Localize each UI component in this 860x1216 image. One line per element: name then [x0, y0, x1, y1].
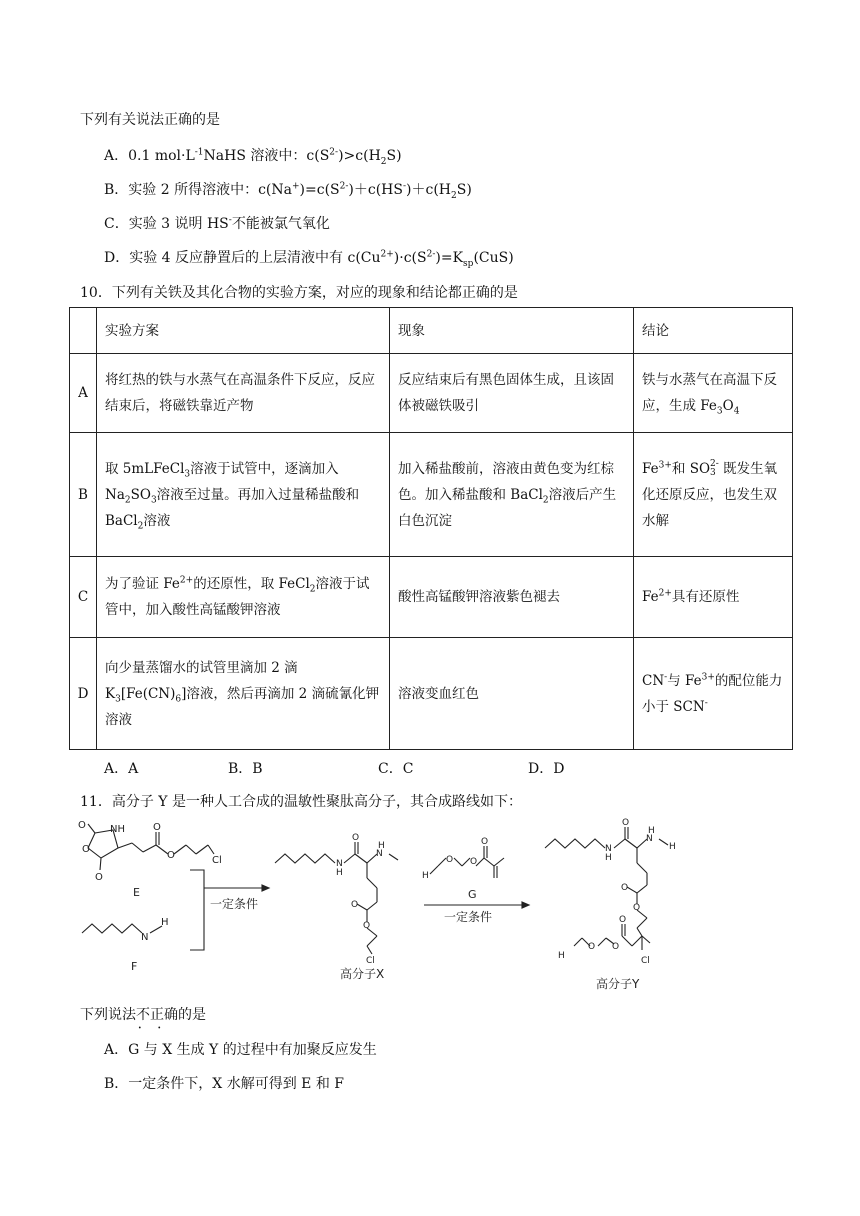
condition-2: 一定条件 — [444, 910, 493, 924]
row-phenomenon: 反应结束后有黑色固体生成，且该固体被磁铁吸引 — [390, 354, 634, 433]
q9-option-a: A．0.1 $mol\cdot L^{-1}NaHS$ 溶液中：$c(S^{2-})>c(H_2S)$ — [104, 147, 402, 167]
atom-label: O — [78, 820, 86, 831]
atom-label: Cl — [212, 855, 222, 866]
row-conclusion: $Fe^{2+}$具有还原性 — [634, 557, 793, 638]
atom-label: NH — [110, 824, 125, 835]
q10-table — [69, 307, 793, 750]
row-conclusion: $Fe^{3+}$和 SO 2- 3 既发生氧化还原反应，也发生双水解 — [634, 433, 793, 557]
q10-option-a: A．A — [104, 761, 139, 777]
label-g: G — [468, 888, 477, 901]
atom-label: H — [422, 871, 429, 881]
atom-label: H — [558, 951, 565, 961]
q9-option-d: D．实验 4 反应静置后的上层清液中有 $c(Cu^{2+})\cdot c(S^{2-})=K_{sp}(CuS)$ — [104, 249, 514, 269]
atom-label: H — [378, 841, 385, 851]
atom-label: N — [376, 849, 383, 859]
atom-label: O — [481, 837, 489, 847]
atom-label: O — [351, 900, 359, 910]
table-row — [70, 638, 793, 750]
atom-label: O — [82, 844, 90, 855]
atom-label: H — [161, 917, 169, 928]
molecule-e — [88, 824, 214, 870]
row-label: C — [70, 557, 97, 638]
atom-label: O — [633, 903, 641, 913]
q9-option-b: B．实验 2 所得溶液中：$c(Na^+)=c(S^{2-})+c(HS^-)+c(H_2S)$ — [104, 181, 472, 201]
bracket — [190, 870, 204, 950]
q9-option-c: C．实验 3 说明 HS-不能被氯气氧化 — [104, 215, 330, 232]
atom-label: Cl — [641, 956, 650, 966]
row-label: B — [70, 433, 97, 557]
table-row — [70, 354, 793, 433]
row-phenomenon: 酸性高锰酸钾溶液紫色褪去 — [390, 557, 634, 638]
atom-label: N — [646, 834, 653, 844]
synthesis-route-diagram — [0, 818, 860, 1008]
arrow-1-head — [262, 885, 269, 891]
atom-label: O — [95, 872, 103, 883]
table-row — [70, 557, 793, 638]
atom-label: O — [622, 818, 630, 828]
molecule-f — [82, 924, 162, 933]
row-plan: 将红热的铁与水蒸气在高温条件下反应，反应结束后，将磁铁靠近产物 — [97, 354, 390, 433]
atom-label: H — [669, 842, 676, 852]
label-polymer-y: 高分子Y — [596, 977, 640, 991]
row-label: D — [70, 638, 97, 750]
label-polymer-x: 高分子X — [340, 967, 385, 981]
condition-1: 一定条件 — [210, 897, 259, 911]
atom-label: O — [167, 850, 175, 861]
table-row — [70, 433, 793, 557]
q10-stem: 10．下列有关铁及其化合物的实验方案，对应的现象和结论都正确的是 — [80, 285, 518, 301]
q10-option-d: D．D — [528, 761, 565, 777]
row-plan: 取 5mLFeCl$_3$溶液于试管中，逐滴加入 $Na_2SO_3$溶液至过量。再加入过量稀盐酸和 BaCl$_2$溶液 — [97, 433, 390, 557]
atom-label: O — [352, 833, 360, 843]
atom-label: H — [648, 826, 655, 836]
q11-intro: 下列说法不正确 • •的是 — [80, 1005, 206, 1025]
atom-label: H — [336, 868, 343, 878]
row-conclusion: 铁与水蒸气在高温下反应，生成 $Fe_3O_4$ — [634, 354, 793, 433]
q11-stem: 11．高分子 Y 是一种人工合成的温敏性聚肽高分子，其合成路线如下： — [80, 794, 522, 810]
label-e: E — [133, 886, 140, 899]
row-plan: 向少量蒸馏水的试管里滴加 2 滴 $K_3[Fe(CN)_6]$溶液，然后再滴加 2 滴硫氰化钾溶液 — [97, 638, 390, 750]
molecule-g — [430, 846, 504, 878]
q10-option-b: B．B — [228, 761, 263, 777]
atom-label: O — [588, 942, 596, 952]
header-phenomenon: 现象 — [390, 308, 634, 354]
header-conclusion: 结论 — [634, 308, 793, 354]
atom-label: O — [153, 822, 161, 833]
q10-option-c: C．C — [378, 761, 414, 777]
header-plan: 实验方案 — [97, 308, 390, 354]
row-phenomenon: 溶液变血红色 — [390, 638, 634, 750]
q11-option-a: A．G 与 X 生成 Y 的过程中有加聚反应发生 — [104, 1042, 377, 1058]
atom-label: O — [446, 855, 454, 865]
atom-label: N — [336, 859, 343, 869]
row-conclusion: CN-与 $Fe^{3+}$的配位能力小于 SCN- — [634, 638, 793, 750]
atom-label: O — [470, 857, 478, 867]
atom-label: Cl — [366, 956, 375, 966]
atom-label: O — [612, 942, 620, 952]
atom-label: H — [605, 853, 612, 863]
atom-label: O — [619, 915, 627, 925]
atom-label: N — [141, 932, 149, 943]
table-header-row — [70, 308, 793, 354]
row-plan: 为了验证 $Fe^{2+}$的还原性，取 FeCl$_2$溶液于试管中，加入酸性高锰酸钾溶液 — [97, 557, 390, 638]
q9-intro: 下列有关说法正确的是 — [80, 112, 220, 128]
q11-option-b: B．一定条件下，X 水解可得到 E 和 F — [104, 1076, 344, 1092]
row-phenomenon: 加入稀盐酸前，溶液由黄色变为红棕色。加入稀盐酸和 BaCl$_2$溶液后产生白色沉淀 — [390, 433, 634, 557]
atom-label: O — [363, 921, 371, 931]
arrow-2-head — [522, 902, 529, 908]
atom-label: O — [621, 883, 629, 893]
label-f: F — [131, 960, 138, 973]
row-label: A — [70, 354, 97, 433]
atom-label: N — [605, 844, 612, 854]
